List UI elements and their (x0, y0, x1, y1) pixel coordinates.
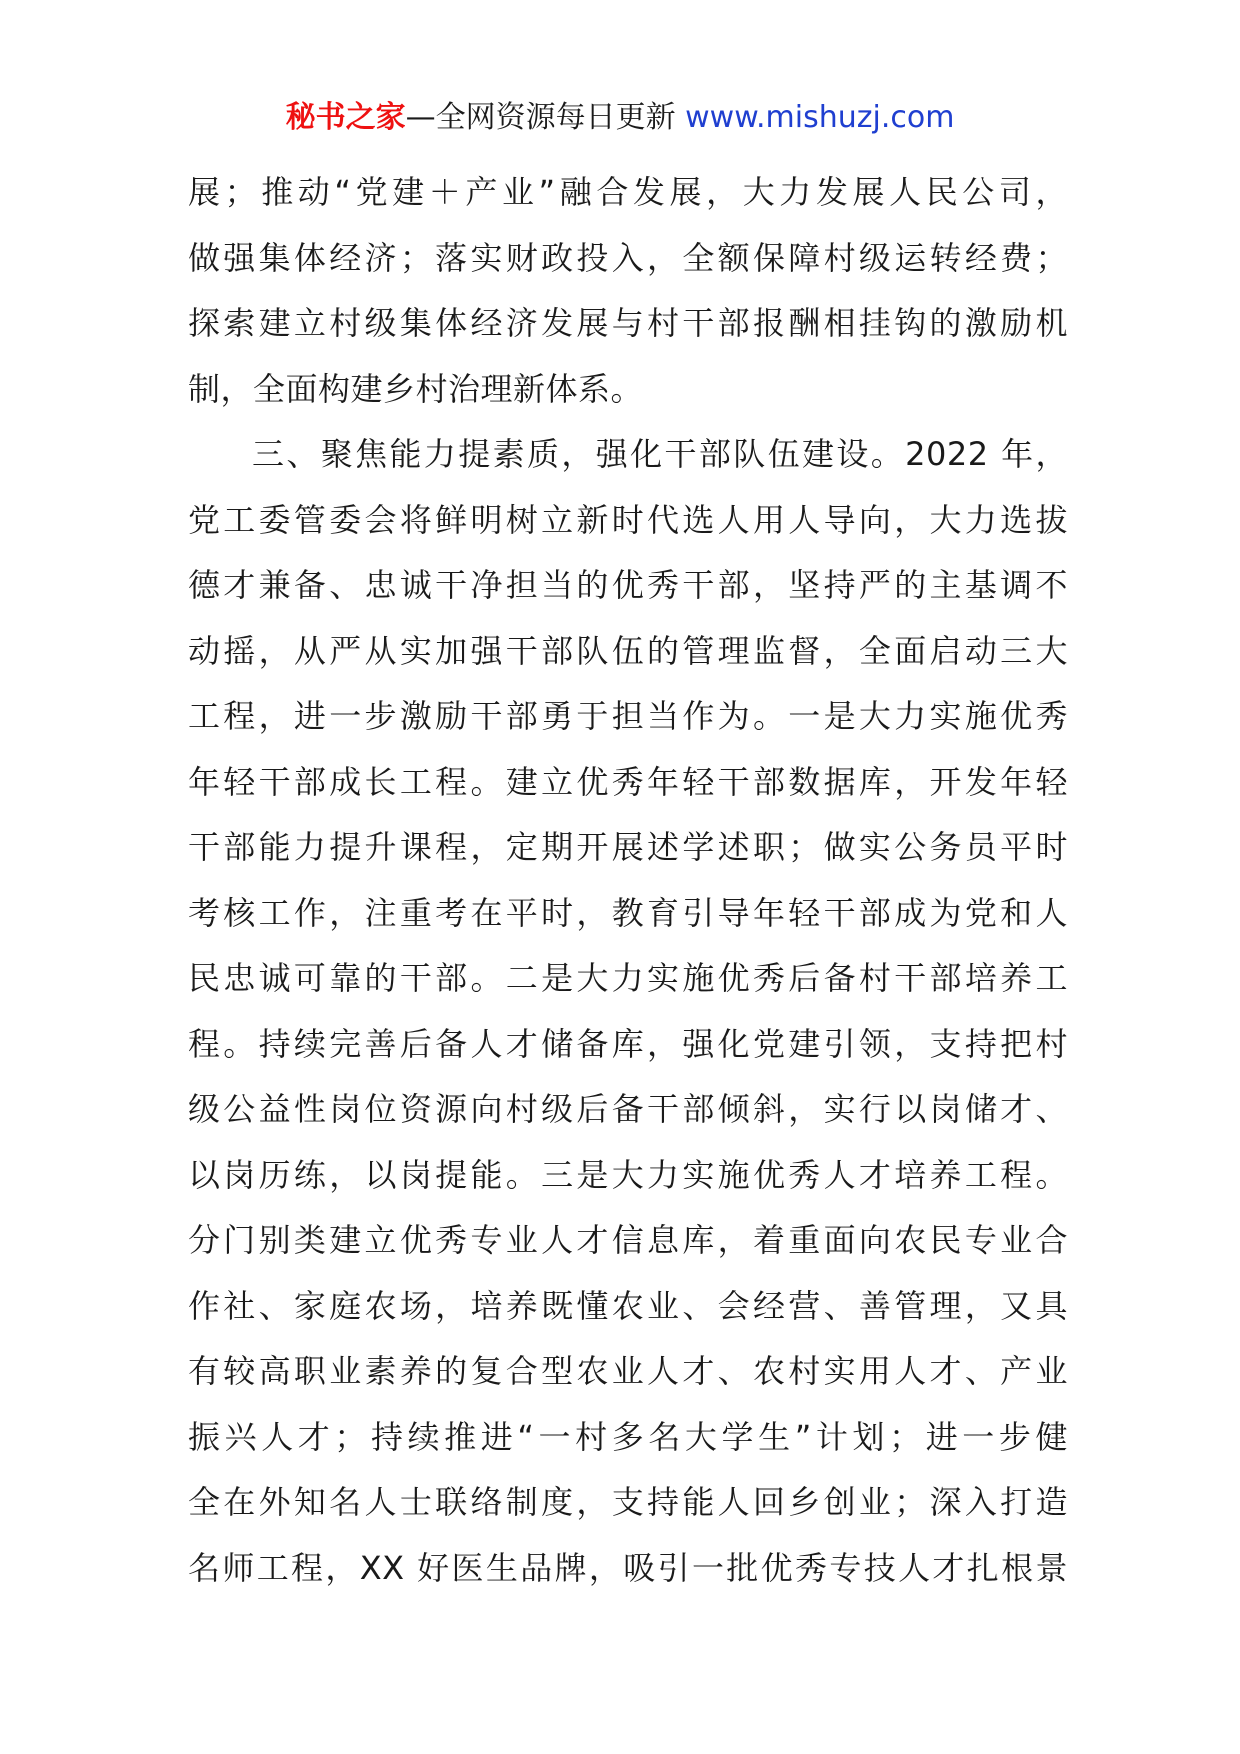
site-url-link[interactable]: www.mishuzj.com (685, 100, 955, 135)
text-line: 振兴人才；持续推进“一村多名大学生”计划；进一步健 (188, 1417, 1068, 1456)
text-line: 以岗历练，以岗提能。三是大力实施优秀人才培养工程。 (188, 1155, 1068, 1194)
text-line: 做强集体经济；落实财政投入，全额保障村级运转经费； (188, 238, 1068, 277)
text-line: 作社、家庭农场，培养既懂农业、会经营、善管理，又具 (188, 1286, 1068, 1325)
text-line: 考核工作，注重考在平时，教育引导年轻干部成为党和人 (188, 893, 1068, 932)
text-line: 程。持续完善后备人才储备库，强化党建引领，支持把村 (188, 1024, 1068, 1063)
text-line: 党工委管委会将鲜明树立新时代选人用人导向，大力选拔 (188, 500, 1068, 539)
text-line: 有较高职业素养的复合型农业人才、农村实用人才、产业 (188, 1352, 1068, 1390)
site-tagline: —全网资源每日更新 (405, 100, 686, 135)
text-line: 探索建立村级集体经济发展与村干部报酬相挂钩的激励机 (188, 304, 1068, 342)
section-heading-line: 三、聚焦能力提素质，强化干部队伍建设。2022 年， (252, 435, 1068, 473)
document-body (188, 160, 1068, 1601)
site-brand: 秘书之家 (285, 100, 406, 135)
text-line: 制，全面构建乡村治理新体系。 (188, 369, 644, 408)
text-line: 动摇，从严从实加强干部队伍的管理监督，全面启动三大 (188, 631, 1068, 670)
text-line: 分门别类建立优秀专业人才信息库，着重面向农民专业合 (188, 1221, 1068, 1259)
text-line: 工程，进一步激励干部勇于担当作为。一是大力实施优秀 (188, 697, 1068, 735)
text-line: 干部能力提升课程，定期开展述学述职；做实公务员平时 (188, 828, 1068, 866)
text-line: 名师工程，XX 好医生品牌，吸引一批优秀专技人才扎根景 (188, 1548, 1068, 1587)
text-line: 年轻干部成长工程。建立优秀年轻干部数据库，开发年轻 (188, 762, 1068, 801)
site-header (0, 98, 1240, 138)
text-line: 民忠诚可靠的干部。二是大力实施优秀后备村干部培养工 (188, 959, 1068, 997)
text-line: 展；推动“党建＋产业”融合发展，大力发展人民公司， (188, 173, 1068, 211)
text-line: 级公益性岗位资源向村级后备干部倾斜，实行以岗储才、 (188, 1090, 1068, 1128)
text-line: 德才兼备、忠诚干净担当的优秀干部，坚持严的主基调不 (188, 566, 1068, 604)
text-line: 全在外知名人士联络制度，支持能人回乡创业；深入打造 (188, 1483, 1068, 1521)
